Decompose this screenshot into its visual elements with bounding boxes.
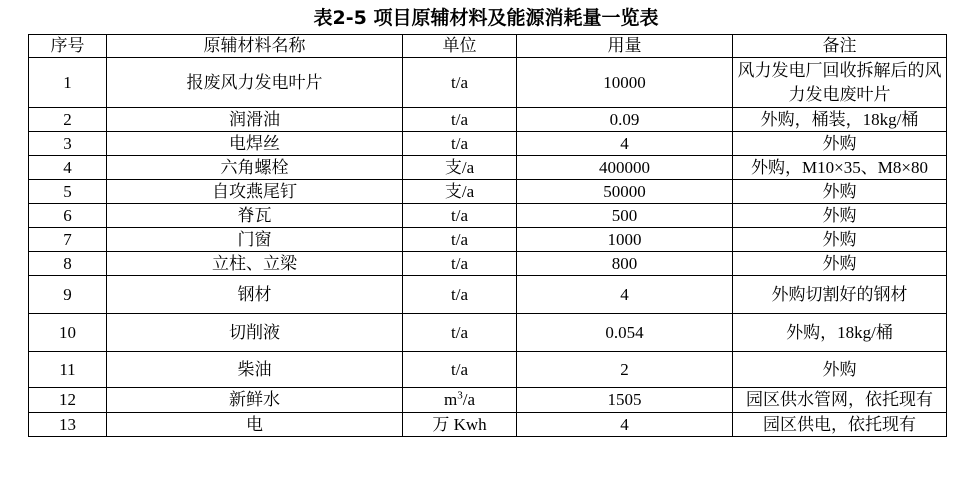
cell-unit: t/a [403,58,517,108]
table-row [29,352,947,388]
cell-unit: 支/a [403,180,517,204]
cell-no: 8 [29,252,107,276]
cell-note: 外购 [733,228,947,252]
cell-name: 润滑油 [107,108,403,132]
cell-unit [403,388,517,413]
cell-name: 柴油 [107,352,403,388]
cell-name: 电焊丝 [107,132,403,156]
header-unit: 单位 [403,35,517,58]
cell-no: 9 [29,276,107,314]
cell-no: 7 [29,228,107,252]
cell-no: 12 [29,388,107,413]
cell-name: 电 [107,413,403,437]
cell-note: 外购 [733,204,947,228]
unit-tail: /a [462,390,475,409]
table-row [29,204,947,228]
table-row [29,388,947,413]
cell-name: 自攻燕尾钉 [107,180,403,204]
cell-name: 脊瓦 [107,204,403,228]
cell-qty: 1505 [517,388,733,413]
cell-no: 11 [29,352,107,388]
cell-note: 外购，M10×35、M8×80 [733,156,947,180]
unit-base: m [443,390,458,409]
cell-note: 外购 [733,180,947,204]
materials-table [28,34,947,437]
cell-qty: 0.09 [517,108,733,132]
table-row [29,58,947,108]
header-name: 原辅材料名称 [107,35,403,58]
cell-note: 外购，桶装，18kg/桶 [733,108,947,132]
cell-name: 切削液 [107,314,403,352]
cell-qty: 500 [517,204,733,228]
cell-unit: t/a [403,204,517,228]
table-row [29,314,947,352]
cell-name: 门窗 [107,228,403,252]
table-title: 表2-5 项目原辅材料及能源消耗量一览表 [313,7,659,29]
cell-unit: 支/a [403,156,517,180]
cell-qty: 10000 [517,58,733,108]
cell-unit: t/a [403,228,517,252]
cell-note: 外购 [733,252,947,276]
table-row [29,413,947,437]
cell-name: 立柱、立梁 [107,252,403,276]
unit-superscript: 3 [457,389,463,402]
table-row [29,228,947,252]
cell-note: 风力发电厂回收拆解后的风力发电废叶片 [733,58,947,108]
cell-name: 新鲜水 [107,388,403,413]
header-note: 备注 [733,35,947,58]
cell-unit: t/a [403,108,517,132]
cell-no: 2 [29,108,107,132]
cell-unit: t/a [403,132,517,156]
cell-qty: 800 [517,252,733,276]
cell-note: 园区供水管网，依托现有 [733,388,947,413]
cell-unit: t/a [403,252,517,276]
header-no: 序号 [29,35,107,58]
cell-note: 外购切割好的钢材 [733,276,947,314]
cell-note: 外购，18kg/桶 [733,314,947,352]
cell-no: 3 [29,132,107,156]
cell-no: 1 [29,58,107,108]
cell-name: 报废风力发电叶片 [107,58,403,108]
cell-no: 13 [29,413,107,437]
cell-note: 园区供电，依托现有 [733,413,947,437]
cell-qty: 0.054 [517,314,733,352]
cell-qty: 4 [517,276,733,314]
cell-no: 10 [29,314,107,352]
cell-qty: 2 [517,352,733,388]
table-row [29,180,947,204]
table-row [29,276,947,314]
cell-qty: 4 [517,413,733,437]
table-row [29,108,947,132]
cell-name: 钢材 [107,276,403,314]
cell-qty: 4 [517,132,733,156]
cell-qty: 50000 [517,180,733,204]
cell-note: 外购 [733,132,947,156]
cell-unit: t/a [403,276,517,314]
table-row [29,132,947,156]
cell-no: 4 [29,156,107,180]
cell-note: 外购 [733,352,947,388]
header-row [29,35,947,58]
header-qty: 用量 [517,35,733,58]
cell-unit: t/a [403,352,517,388]
table-row [29,156,947,180]
cell-qty: 400000 [517,156,733,180]
cell-no: 5 [29,180,107,204]
cell-unit: t/a [403,314,517,352]
table-row [29,252,947,276]
cell-no: 6 [29,204,107,228]
cell-name: 六角螺栓 [107,156,403,180]
cell-unit: 万 Kwh [403,413,517,437]
cell-qty: 1000 [517,228,733,252]
